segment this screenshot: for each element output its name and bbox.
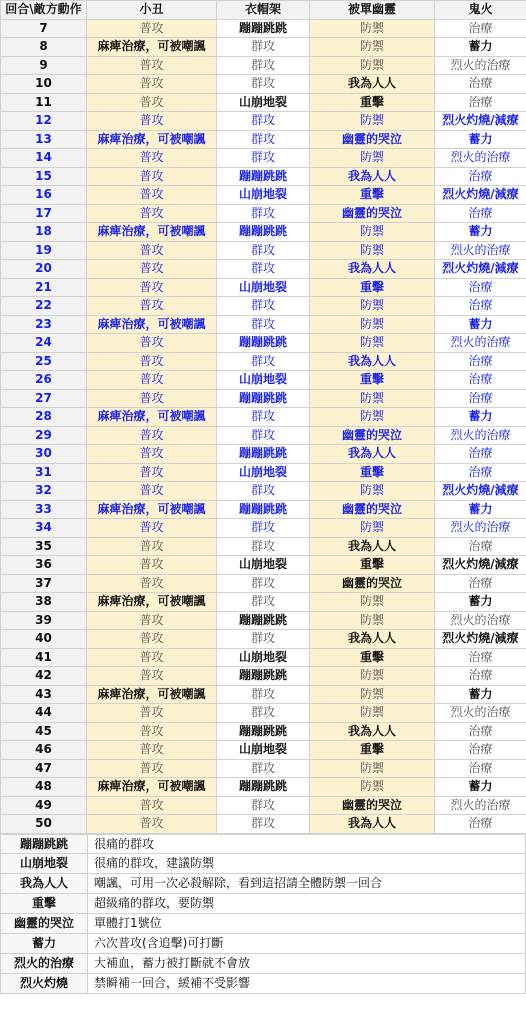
table-row	[1, 186, 526, 205]
hanger-action-cell: 蹦蹦跳跳	[217, 667, 310, 686]
table-row	[1, 648, 526, 667]
table-row	[1, 334, 526, 353]
table-row	[1, 685, 526, 704]
table-row	[1, 611, 526, 630]
fire-action-cell: 蓄力	[435, 130, 526, 149]
table-row	[1, 519, 526, 538]
clown-action-cell: 普攻	[87, 352, 217, 371]
hanger-action-cell: 山崩地裂	[217, 556, 310, 575]
round-cell: 18	[1, 223, 87, 242]
hanger-action-cell: 群攻	[217, 130, 310, 149]
ghost-action-cell: 防禦	[310, 667, 435, 686]
hanger-action-cell: 蹦蹦跳跳	[217, 778, 310, 797]
table-row	[1, 352, 526, 371]
legend-term: 蹦蹦跳跳	[1, 834, 88, 854]
round-cell: 9	[1, 56, 87, 75]
table-row	[1, 741, 526, 760]
ghost-action-cell: 防禦	[310, 334, 435, 353]
round-cell: 33	[1, 500, 87, 519]
fire-action-cell: 治療	[435, 574, 526, 593]
round-cell: 43	[1, 685, 87, 704]
clown-action-cell: 麻痺治療，可被嘲諷	[87, 223, 217, 242]
legend-row	[1, 854, 526, 874]
hanger-action-cell: 山崩地裂	[217, 648, 310, 667]
fire-action-cell: 烈火的治療	[435, 149, 526, 168]
ghost-action-cell: 重擊	[310, 278, 435, 297]
fire-action-cell: 治療	[435, 278, 526, 297]
legend-description: 很痛的群攻，建議防禦	[88, 854, 526, 874]
hanger-action-cell: 蹦蹦跳跳	[217, 19, 310, 38]
hanger-action-cell: 群攻	[217, 408, 310, 427]
legend-row	[1, 914, 526, 934]
legend-description: 很痛的群攻	[88, 834, 526, 854]
clown-action-cell: 普攻	[87, 611, 217, 630]
ghost-action-cell: 防禦	[310, 482, 435, 501]
legend-term: 我為人人	[1, 874, 88, 894]
round-cell: 40	[1, 630, 87, 649]
ghost-action-cell: 防禦	[310, 149, 435, 168]
table-row	[1, 130, 526, 149]
legend-description: 超級痛的群攻，要防禦	[88, 894, 526, 914]
ghost-action-cell: 我為人人	[310, 630, 435, 649]
hanger-action-cell: 群攻	[217, 204, 310, 223]
hanger-action-cell: 群攻	[217, 630, 310, 649]
table-row	[1, 223, 526, 242]
ghost-action-cell: 防禦	[310, 408, 435, 427]
fire-action-cell: 治療	[435, 741, 526, 760]
clown-action-cell: 普攻	[87, 56, 217, 75]
ghost-action-cell: 防禦	[310, 519, 435, 538]
table-row	[1, 56, 526, 75]
fire-action-cell: 蓄力	[435, 778, 526, 797]
fire-action-cell: 烈火的治療	[435, 704, 526, 723]
legend-description: 禁瞬補一回合，緩補不受影響	[88, 973, 526, 993]
table-row	[1, 445, 526, 464]
fire-action-cell: 治療	[435, 297, 526, 316]
ghost-action-cell: 幽靈的哭泣	[310, 500, 435, 519]
clown-action-cell: 普攻	[87, 556, 217, 575]
ghost-action-cell: 防禦	[310, 112, 435, 131]
fire-action-cell: 烈火的治療	[435, 334, 526, 353]
hanger-action-cell: 群攻	[217, 796, 310, 815]
clown-action-cell: 普攻	[87, 389, 217, 408]
table-row	[1, 630, 526, 649]
fire-action-cell: 烈火的治療	[435, 796, 526, 815]
header-ghost: 被單幽靈	[310, 1, 435, 20]
fire-action-cell: 烈火灼燒/減療	[435, 630, 526, 649]
hanger-action-cell: 群攻	[217, 704, 310, 723]
round-cell: 14	[1, 149, 87, 168]
clown-action-cell: 普攻	[87, 463, 217, 482]
round-cell: 31	[1, 463, 87, 482]
table-row	[1, 667, 526, 686]
legend-description: 六次普攻(含追擊)可打斷	[88, 934, 526, 954]
table-row	[1, 19, 526, 38]
legend-description: 大補血，蓄力被打斷就不會放	[88, 953, 526, 973]
clown-action-cell: 普攻	[87, 260, 217, 279]
round-cell: 12	[1, 112, 87, 131]
table-row	[1, 704, 526, 723]
round-cell: 34	[1, 519, 87, 538]
table-row	[1, 759, 526, 778]
ghost-action-cell: 防禦	[310, 685, 435, 704]
fire-action-cell: 烈火灼燒/減療	[435, 112, 526, 131]
round-cell: 22	[1, 297, 87, 316]
round-cell: 25	[1, 352, 87, 371]
clown-action-cell: 普攻	[87, 241, 217, 260]
ghost-action-cell: 重擊	[310, 741, 435, 760]
legend-description: 嘲諷，可用一次必殺解除，看到這招請全體防禦一回合	[88, 874, 526, 894]
hanger-action-cell: 群攻	[217, 56, 310, 75]
clown-action-cell: 普攻	[87, 278, 217, 297]
clown-action-cell: 麻痺治療，可被嘲諷	[87, 408, 217, 427]
clown-action-cell: 普攻	[87, 297, 217, 316]
hanger-action-cell: 蹦蹦跳跳	[217, 167, 310, 186]
ghost-action-cell: 防禦	[310, 223, 435, 242]
hanger-action-cell: 群攻	[217, 685, 310, 704]
ghost-action-cell: 防禦	[310, 297, 435, 316]
ghost-action-cell: 我為人人	[310, 445, 435, 464]
fire-action-cell: 蓄力	[435, 593, 526, 612]
ghost-action-cell: 幽靈的哭泣	[310, 130, 435, 149]
clown-action-cell: 普攻	[87, 149, 217, 168]
fire-action-cell: 烈火的治療	[435, 241, 526, 260]
hanger-action-cell: 山崩地裂	[217, 463, 310, 482]
fire-action-cell: 治療	[435, 19, 526, 38]
ghost-action-cell: 我為人人	[310, 722, 435, 741]
ghost-action-cell: 防禦	[310, 778, 435, 797]
ghost-action-cell: 幽靈的哭泣	[310, 796, 435, 815]
hanger-action-cell: 群攻	[217, 593, 310, 612]
table-row	[1, 796, 526, 815]
clown-action-cell: 普攻	[87, 630, 217, 649]
ghost-action-cell: 防禦	[310, 759, 435, 778]
clown-action-cell: 普攻	[87, 93, 217, 112]
hanger-action-cell: 群攻	[217, 482, 310, 501]
fire-action-cell: 治療	[435, 167, 526, 186]
round-cell: 17	[1, 204, 87, 223]
clown-action-cell: 普攻	[87, 19, 217, 38]
hanger-action-cell: 山崩地裂	[217, 741, 310, 760]
hanger-action-cell: 山崩地裂	[217, 371, 310, 390]
ghost-action-cell: 我為人人	[310, 260, 435, 279]
ghost-action-cell: 我為人人	[310, 167, 435, 186]
clown-action-cell: 普攻	[87, 371, 217, 390]
clown-action-cell: 普攻	[87, 204, 217, 223]
ghost-action-cell: 重擊	[310, 463, 435, 482]
ghost-action-cell: 防禦	[310, 611, 435, 630]
round-cell: 38	[1, 593, 87, 612]
fire-action-cell: 蓄力	[435, 223, 526, 242]
round-cell: 49	[1, 796, 87, 815]
hanger-action-cell: 群攻	[217, 537, 310, 556]
ghost-action-cell: 重擊	[310, 648, 435, 667]
table-row	[1, 93, 526, 112]
table-row	[1, 112, 526, 131]
round-cell: 35	[1, 537, 87, 556]
round-cell: 19	[1, 241, 87, 260]
round-cell: 37	[1, 574, 87, 593]
legend-term: 蓄力	[1, 934, 88, 954]
hanger-action-cell: 群攻	[217, 759, 310, 778]
round-cell: 30	[1, 445, 87, 464]
round-cell: 8	[1, 38, 87, 57]
table-row	[1, 593, 526, 612]
fire-action-cell: 烈火灼燒/減療	[435, 556, 526, 575]
schedule-body	[1, 19, 526, 833]
round-cell: 41	[1, 648, 87, 667]
round-cell: 7	[1, 19, 87, 38]
legend-row	[1, 973, 526, 993]
hanger-action-cell: 群攻	[217, 241, 310, 260]
fire-action-cell: 烈火的治療	[435, 426, 526, 445]
table-row	[1, 149, 526, 168]
fire-action-cell: 治療	[435, 93, 526, 112]
legend-table	[0, 834, 526, 994]
hanger-action-cell: 群攻	[217, 426, 310, 445]
fire-action-cell: 蓄力	[435, 408, 526, 427]
clown-action-cell: 普攻	[87, 722, 217, 741]
fire-action-cell: 烈火灼燒/減療	[435, 260, 526, 279]
hanger-action-cell: 群攻	[217, 38, 310, 57]
fire-action-cell: 治療	[435, 537, 526, 556]
round-cell: 46	[1, 741, 87, 760]
table-row	[1, 815, 526, 834]
round-cell: 11	[1, 93, 87, 112]
table-row	[1, 389, 526, 408]
table-row	[1, 371, 526, 390]
round-cell: 32	[1, 482, 87, 501]
hanger-action-cell: 群攻	[217, 352, 310, 371]
hanger-action-cell: 蹦蹦跳跳	[217, 223, 310, 242]
round-cell: 47	[1, 759, 87, 778]
clown-action-cell: 普攻	[87, 426, 217, 445]
hanger-action-cell: 群攻	[217, 149, 310, 168]
clown-action-cell: 普攻	[87, 334, 217, 353]
round-cell: 45	[1, 722, 87, 741]
hanger-action-cell: 蹦蹦跳跳	[217, 722, 310, 741]
clown-action-cell: 普攻	[87, 112, 217, 131]
clown-action-cell: 普攻	[87, 704, 217, 723]
table-row	[1, 204, 526, 223]
round-cell: 42	[1, 667, 87, 686]
round-cell: 10	[1, 75, 87, 94]
clown-action-cell: 普攻	[87, 796, 217, 815]
fire-action-cell: 治療	[435, 815, 526, 834]
legend-row	[1, 953, 526, 973]
fire-action-cell: 治療	[435, 648, 526, 667]
fire-action-cell: 治療	[435, 463, 526, 482]
hanger-action-cell: 群攻	[217, 260, 310, 279]
table-row	[1, 722, 526, 741]
hanger-action-cell: 山崩地裂	[217, 93, 310, 112]
legend-row	[1, 874, 526, 894]
table-row	[1, 38, 526, 57]
legend-term: 烈火灼燒	[1, 973, 88, 993]
clown-action-cell: 麻痺治療，可被嘲諷	[87, 130, 217, 149]
round-cell: 27	[1, 389, 87, 408]
legend-row	[1, 934, 526, 954]
round-cell: 24	[1, 334, 87, 353]
clown-action-cell: 普攻	[87, 537, 217, 556]
table-row	[1, 260, 526, 279]
round-cell: 16	[1, 186, 87, 205]
round-cell: 39	[1, 611, 87, 630]
fire-action-cell: 烈火的治療	[435, 519, 526, 538]
ghost-action-cell: 防禦	[310, 704, 435, 723]
clown-action-cell: 麻痺治療，可被嘲諷	[87, 38, 217, 57]
ghost-action-cell: 我為人人	[310, 815, 435, 834]
round-cell: 26	[1, 371, 87, 390]
clown-action-cell: 普攻	[87, 186, 217, 205]
round-cell: 23	[1, 315, 87, 334]
fire-action-cell: 治療	[435, 759, 526, 778]
clown-action-cell: 普攻	[87, 574, 217, 593]
round-cell: 13	[1, 130, 87, 149]
table-row	[1, 463, 526, 482]
round-cell: 28	[1, 408, 87, 427]
hanger-action-cell: 群攻	[217, 519, 310, 538]
hanger-action-cell: 群攻	[217, 815, 310, 834]
legend-term: 山崩地裂	[1, 854, 88, 874]
fire-action-cell: 治療	[435, 352, 526, 371]
legend-body	[1, 834, 526, 993]
round-cell: 29	[1, 426, 87, 445]
clown-action-cell: 普攻	[87, 815, 217, 834]
header-clown: 小丑	[87, 1, 217, 20]
table-row	[1, 537, 526, 556]
clown-action-cell: 麻痺治療，可被嘲諷	[87, 778, 217, 797]
clown-action-cell: 普攻	[87, 75, 217, 94]
fire-action-cell: 蓄力	[435, 38, 526, 57]
fire-action-cell: 蓄力	[435, 315, 526, 334]
ghost-action-cell: 重擊	[310, 556, 435, 575]
clown-action-cell: 普攻	[87, 759, 217, 778]
legend-term: 幽靈的哭泣	[1, 914, 88, 934]
ghost-action-cell: 幽靈的哭泣	[310, 426, 435, 445]
round-cell: 20	[1, 260, 87, 279]
table-row	[1, 408, 526, 427]
ghost-action-cell: 防禦	[310, 593, 435, 612]
fire-action-cell: 蓄力	[435, 685, 526, 704]
table-row	[1, 500, 526, 519]
fire-action-cell: 烈火的治療	[435, 56, 526, 75]
ghost-action-cell: 防禦	[310, 315, 435, 334]
table-row	[1, 75, 526, 94]
table-row	[1, 241, 526, 260]
legend-term: 烈火的治療	[1, 953, 88, 973]
fire-action-cell: 治療	[435, 667, 526, 686]
hanger-action-cell: 蹦蹦跳跳	[217, 500, 310, 519]
fire-action-cell: 治療	[435, 445, 526, 464]
fire-action-cell: 蓄力	[435, 500, 526, 519]
hanger-action-cell: 蹦蹦跳跳	[217, 389, 310, 408]
clown-action-cell: 麻痺治療，可被嘲諷	[87, 685, 217, 704]
ghost-action-cell: 幽靈的哭泣	[310, 204, 435, 223]
clown-action-cell: 麻痺治療，可被嘲諷	[87, 500, 217, 519]
header-round: 回合\敵方動作	[1, 1, 87, 20]
legend-description: 單體打1號位	[88, 914, 526, 934]
table-row	[1, 278, 526, 297]
table-row	[1, 556, 526, 575]
clown-action-cell: 普攻	[87, 741, 217, 760]
legend-row	[1, 894, 526, 914]
ghost-action-cell: 我為人人	[310, 352, 435, 371]
hanger-action-cell: 群攻	[217, 574, 310, 593]
table-row	[1, 315, 526, 334]
ghost-action-cell: 重擊	[310, 371, 435, 390]
table-row	[1, 482, 526, 501]
header-row	[1, 1, 526, 20]
table-row	[1, 167, 526, 186]
clown-action-cell: 普攻	[87, 648, 217, 667]
ghost-action-cell: 防禦	[310, 38, 435, 57]
header-fire: 鬼火	[435, 1, 526, 20]
hanger-action-cell: 山崩地裂	[217, 186, 310, 205]
ghost-action-cell: 我為人人	[310, 75, 435, 94]
round-cell: 44	[1, 704, 87, 723]
table-row	[1, 297, 526, 316]
round-cell: 48	[1, 778, 87, 797]
hanger-action-cell: 蹦蹦跳跳	[217, 611, 310, 630]
hanger-action-cell: 蹦蹦跳跳	[217, 334, 310, 353]
ghost-action-cell: 防禦	[310, 389, 435, 408]
fire-action-cell: 烈火灼燒/減療	[435, 186, 526, 205]
round-cell: 15	[1, 167, 87, 186]
fire-action-cell: 烈火的治療	[435, 611, 526, 630]
ghost-action-cell: 防禦	[310, 19, 435, 38]
table-row	[1, 426, 526, 445]
hanger-action-cell: 群攻	[217, 315, 310, 334]
hanger-action-cell: 群攻	[217, 112, 310, 131]
fire-action-cell: 治療	[435, 204, 526, 223]
fire-action-cell: 治療	[435, 75, 526, 94]
ghost-action-cell: 防禦	[310, 241, 435, 260]
ghost-action-cell: 幽靈的哭泣	[310, 574, 435, 593]
clown-action-cell: 普攻	[87, 482, 217, 501]
hanger-action-cell: 群攻	[217, 297, 310, 316]
fire-action-cell: 治療	[435, 389, 526, 408]
ghost-action-cell: 防禦	[310, 56, 435, 75]
clown-action-cell: 普攻	[87, 167, 217, 186]
round-cell: 50	[1, 815, 87, 834]
ghost-action-cell: 我為人人	[310, 537, 435, 556]
hanger-action-cell: 群攻	[217, 75, 310, 94]
clown-action-cell: 普攻	[87, 667, 217, 686]
header-hanger: 衣帽架	[217, 1, 310, 20]
table-row	[1, 574, 526, 593]
clown-action-cell: 普攻	[87, 519, 217, 538]
hanger-action-cell: 蹦蹦跳跳	[217, 445, 310, 464]
hanger-action-cell: 山崩地裂	[217, 278, 310, 297]
clown-action-cell: 普攻	[87, 445, 217, 464]
fire-action-cell: 烈火灼燒/減療	[435, 482, 526, 501]
legend-term: 重擊	[1, 894, 88, 914]
table-row	[1, 778, 526, 797]
round-cell: 21	[1, 278, 87, 297]
clown-action-cell: 麻痺治療，可被嘲諷	[87, 593, 217, 612]
clown-action-cell: 麻痺治療，可被嘲諷	[87, 315, 217, 334]
ghost-action-cell: 重擊	[310, 93, 435, 112]
fire-action-cell: 治療	[435, 371, 526, 390]
legend-row	[1, 834, 526, 854]
round-cell: 36	[1, 556, 87, 575]
fire-action-cell: 治療	[435, 722, 526, 741]
ghost-action-cell: 重擊	[310, 186, 435, 205]
